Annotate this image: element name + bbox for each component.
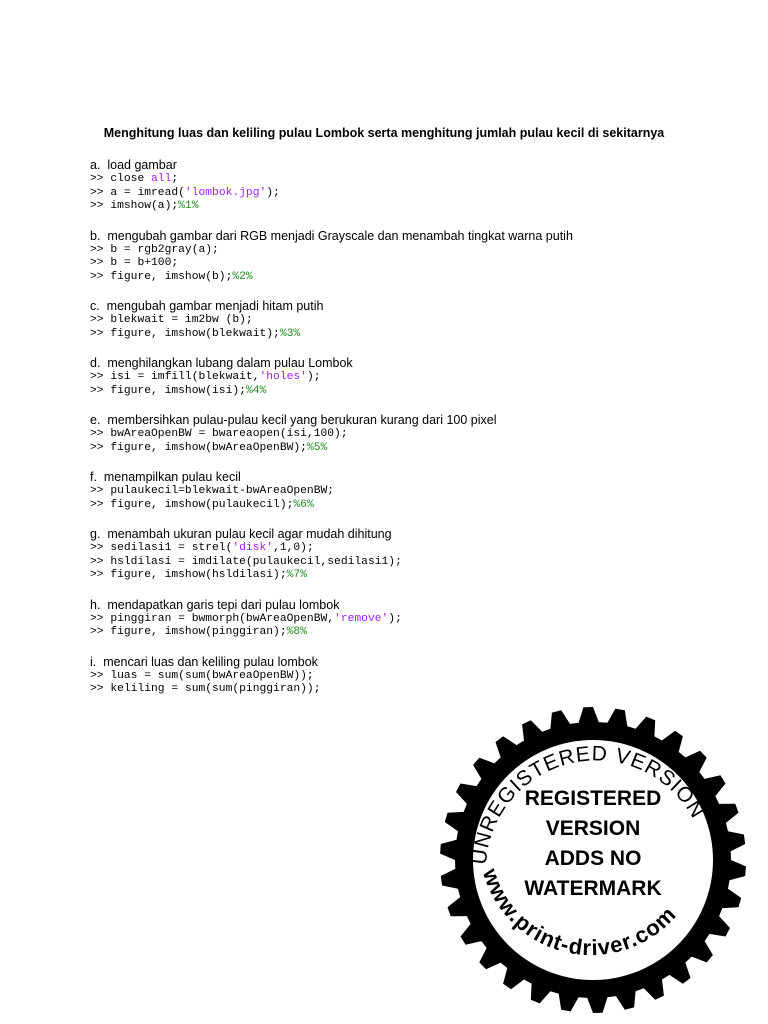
code-line <box>90 257 730 271</box>
code-line <box>90 499 730 513</box>
code-token: >> b = rgb2gray(a); <box>90 243 219 256</box>
code-token: %2% <box>232 270 253 283</box>
section <box>90 597 730 640</box>
code-token: >> figure, imshow(isi); <box>90 384 246 397</box>
section-heading: i. mencari luas dan keliling pulau lombok <box>90 654 318 669</box>
code-token: %7% <box>286 569 307 581</box>
code-line <box>90 683 730 697</box>
code-token: 'remove' <box>334 612 389 625</box>
code-token: ); <box>306 371 321 383</box>
code-line <box>90 670 730 684</box>
section-heading: d. menghilangkan lubang dalam pulau Lombok <box>90 356 353 370</box>
section-heading: h. mendapatkan garis tepi dari pulau lombok <box>90 597 340 612</box>
code-token: all <box>151 173 172 185</box>
code-line <box>90 328 730 342</box>
code-line <box>90 613 730 627</box>
section <box>90 298 730 341</box>
section <box>90 157 730 214</box>
code-line <box>90 187 730 201</box>
page-title: Menghitung luas dan keliling pulau Lombok serta menghitung jumlah pulau kecil di sekitarnya <box>103 126 665 140</box>
code-token: >> isi = imfill(blekwait, <box>90 371 260 383</box>
code-token: %1% <box>178 200 199 212</box>
code-token: >> figure, imshow(b); <box>90 270 233 283</box>
stamp-center-line: VERSION <box>545 817 641 840</box>
stamp-center-line: ADDS NO <box>544 847 642 870</box>
section-heading: e. membersihkan pulau-pulau kecil yang berukuran kurang dari 100 pixel <box>90 413 497 427</box>
section-heading: a. load gambar <box>90 158 177 172</box>
code-token: >> pinggiran = bwmorph(bwAreaOpenBW, <box>90 612 335 625</box>
document-body <box>90 157 730 711</box>
code-token: ); <box>388 612 402 625</box>
code-line <box>90 556 730 570</box>
section-heading: f. menampilkan pulau kecil <box>90 470 241 484</box>
section <box>90 228 730 285</box>
code-line <box>90 385 730 399</box>
code-token: >> imshow(a); <box>90 200 179 212</box>
code-token: %8% <box>286 626 307 638</box>
code-token: %5% <box>306 441 328 454</box>
section-heading: c. mengubah gambar menjadi hitam putih <box>90 299 324 313</box>
watermark-stamp <box>438 700 748 1024</box>
code-line <box>90 271 730 285</box>
stamp-ring-bottom-path: www.print-driver.com <box>477 865 681 961</box>
code-token: >> pulaukecil=blekwait-bwAreaOpenBW; <box>90 485 335 497</box>
code-token: ; <box>171 173 179 185</box>
code-line <box>90 569 730 583</box>
code-line <box>90 314 730 328</box>
code-token: 'holes' <box>259 371 307 383</box>
code-token: >> a = imread( <box>90 186 185 199</box>
code-token: >> luas = sum(sum(bwAreaOpenBW)); <box>90 669 314 682</box>
code-token: 'lombok.jpg' <box>184 186 267 199</box>
code-token: >> bwAreaOpenBW = bwareaopen(isi,100); <box>90 428 348 440</box>
section <box>90 469 730 512</box>
code-token: 'disk' <box>232 542 274 554</box>
code-token: %3% <box>279 327 301 340</box>
code-token: >> figure, imshow(pinggiran); <box>90 626 287 638</box>
stamp-center-line: REGISTERED <box>524 787 662 810</box>
code-line <box>90 200 730 214</box>
code-token: %6% <box>293 498 314 511</box>
code-token: >> figure, imshow(bwAreaOpenBW); <box>90 441 307 454</box>
code-token: >> keliling = sum(sum(pinggiran)); <box>90 683 321 695</box>
code-token: ,1,0); <box>273 542 314 554</box>
code-token: >> hsldilasi = imdilate(pulaukecil,sedilasi1); <box>90 555 402 568</box>
stamp-ring-top-path: UNREGISTERED VERSION <box>467 742 710 866</box>
code-token: %4% <box>245 384 267 397</box>
code-token: >> close <box>90 173 152 185</box>
code-line <box>90 485 730 499</box>
code-line <box>90 626 730 640</box>
code-line <box>90 442 730 456</box>
section <box>90 654 730 697</box>
code-token: >> figure, imshow(pulaukecil); <box>90 498 294 511</box>
stamp-center-line: WATERMARK <box>524 877 662 900</box>
code-line <box>90 371 730 385</box>
code-token: >> b = b+100; <box>90 257 179 269</box>
section-heading: g. menambah ukuran pulau kecil agar mudah dihitung <box>90 527 392 541</box>
section <box>90 355 730 398</box>
code-token: >> figure, imshow(hsldilasi); <box>90 569 287 581</box>
section-heading: b. mengubah gambar dari RGB menjadi Grayscale dan menambah tingkat warna putih <box>90 228 573 243</box>
code-token: >> blekwait = im2bw (b); <box>90 314 253 326</box>
code-token: >> sedilasi1 = strel( <box>90 542 233 554</box>
code-line <box>90 428 730 442</box>
code-token: ); <box>266 186 280 199</box>
code-line <box>90 244 730 258</box>
code-line <box>90 542 730 556</box>
section <box>90 526 730 583</box>
code-token: >> figure, imshow(blekwait); <box>90 327 280 340</box>
code-line <box>90 173 730 187</box>
section <box>90 412 730 455</box>
